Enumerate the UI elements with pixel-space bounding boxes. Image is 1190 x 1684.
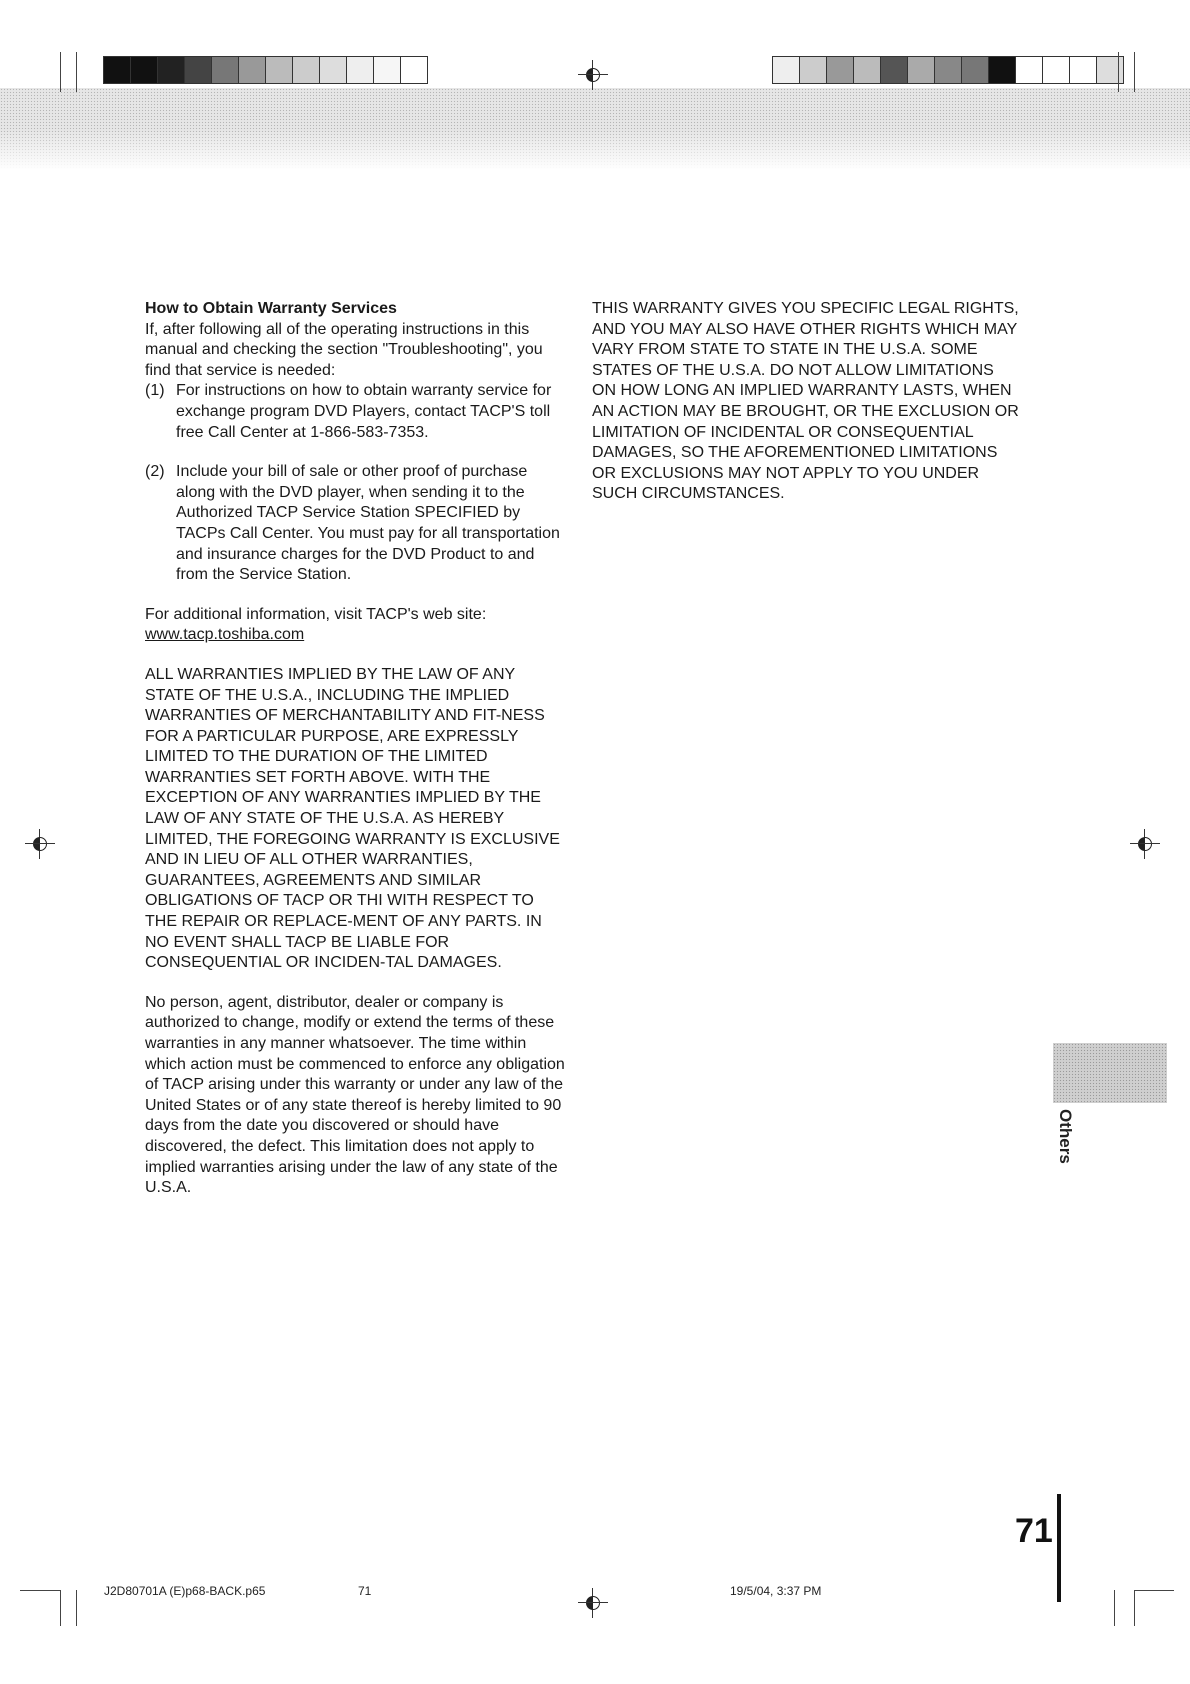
crop-mark	[76, 52, 77, 92]
color-bar-left	[104, 56, 428, 84]
crop-mark	[1134, 1590, 1174, 1591]
right-column	[592, 299, 1022, 505]
list-item-number: (2)	[145, 463, 165, 481]
registration-mark-icon	[578, 60, 608, 90]
crop-mark	[60, 52, 61, 92]
legal-rights-paragraph: THIS WARRANTY GIVES YOU SPECIFIC LEGAL RIGHTS, AND YOU MAY ALSO HAVE OTHER RIGHTS WHICH MAY VARY FROM STATE TO STATE IN THE U.S.A. SOME STATES OF THE U.S.A. DO NOT ALLOW LIMITATIONS ON HOW LONG AN IMPLIED WARRANTY LASTS, WHEN AN ACTION MAY BE BROUGHT, OR THE EXCLUSION OR LIMITATION OF INCIDENTAL OR CONSEQUENTIAL DAMAGES, SO THE AFOREMENTIONED LIMITATIONS OR EXCLUSIONS MAY NOT APPLY TO YOU UNDER SUCH CIRCUMSTANCES.	[592, 300, 1019, 503]
page-number-rule	[1057, 1494, 1061, 1602]
color-bar-right	[773, 56, 1124, 84]
left-column	[145, 299, 565, 1199]
list-item-number: (1)	[145, 382, 165, 400]
header-band	[0, 88, 1190, 170]
section-tab-label: Others	[1056, 1109, 1075, 1164]
additional-info-text: For additional information, visit TACP's web site:	[145, 605, 487, 623]
list-item-text: Include your bill of sale or other proof of purchase along with the DVD player, when sending it to the Authorized TACP Service Station SPECIFIED by TACPs Call Center. You must pay for all transportation and insurance charges for the DVD Product to and from the Service Station.	[176, 463, 560, 584]
list-item	[145, 381, 565, 443]
registration-mark-icon	[1130, 829, 1160, 859]
footer-file-page: 71	[358, 1584, 372, 1598]
crop-mark	[1134, 52, 1135, 92]
crop-mark	[1118, 52, 1119, 92]
footer-file-name: J2D80701A (E)p68-BACK.p65	[104, 1584, 266, 1598]
registration-mark-icon	[25, 829, 55, 859]
list-item	[145, 462, 565, 586]
steps-list	[145, 381, 565, 585]
crop-mark	[60, 1590, 61, 1626]
crop-mark	[1114, 1590, 1115, 1626]
crop-mark	[76, 1590, 77, 1626]
website-link[interactable]: www.tacp.toshiba.com	[145, 626, 305, 644]
list-item-text: For instructions on how to obtain warranty service for exchange program DVD Players, contact TACP'S toll free Call Center at 1-866-583-7353.	[176, 382, 552, 441]
crop-mark	[20, 1590, 60, 1591]
registration-mark-icon	[578, 1588, 608, 1618]
no-person-paragraph: No person, agent, distributor, dealer or company is authorized to change, modify or extend the terms of these warranties in any manner whatsoever. The time within which action must be commenced to enforce any obligation of TACP arising under this warranty or under any law of the United States or of any state thereof is hereby limited to 90 days from the date you discovered or should have discovered, the defect. This limitation does not apply to implied warranties arising under the law of any state of the U.S.A.	[145, 993, 565, 1197]
page-number: 71	[1015, 1512, 1053, 1550]
implied-warranties-paragraph: ALL WARRANTIES IMPLIED BY THE LAW OF ANY STATE OF THE U.S.A., INCLUDING THE IMPLIED WARRANTIES OF MERCHANTABILITY AND FIT-NESS FOR A PARTICULAR PURPOSE, ARE EXPRESSLY LIMITED TO THE DURATION OF THE LIMITED WARRANTIES SET FORTH ABOVE. WITH THE EXCEPTION OF ANY WARRANTIES IMPLIED BY THE LAW OF ANY STATE OF THE U.S.A. AS HEREBY LIMITED, THE FOREGOING WARRANTY IS EXCLUSIVE AND IN LIEU OF ALL OTHER WARRANTIES, GUARANTEES, AGREEMENTS AND SIMILAR OBLIGATIONS OF TACP OR THI WITH RESPECT TO THE REPAIR OR REPLACE-MENT OF ANY PARTS. IN NO EVENT SHALL TACP BE LIABLE FOR CONSEQUENTIAL OR INCIDEN-TAL DAMAGES.	[145, 665, 560, 972]
section-tab	[1053, 1043, 1167, 1103]
crop-mark	[1134, 1590, 1135, 1626]
intro-paragraph: If, after following all of the operating instructions in this manual and checking the section "Troubleshooting", you find that service is needed:	[145, 320, 543, 379]
footer-timestamp: 19/5/04, 3:37 PM	[730, 1584, 822, 1598]
section-heading: How to Obtain Warranty Services	[145, 300, 397, 317]
